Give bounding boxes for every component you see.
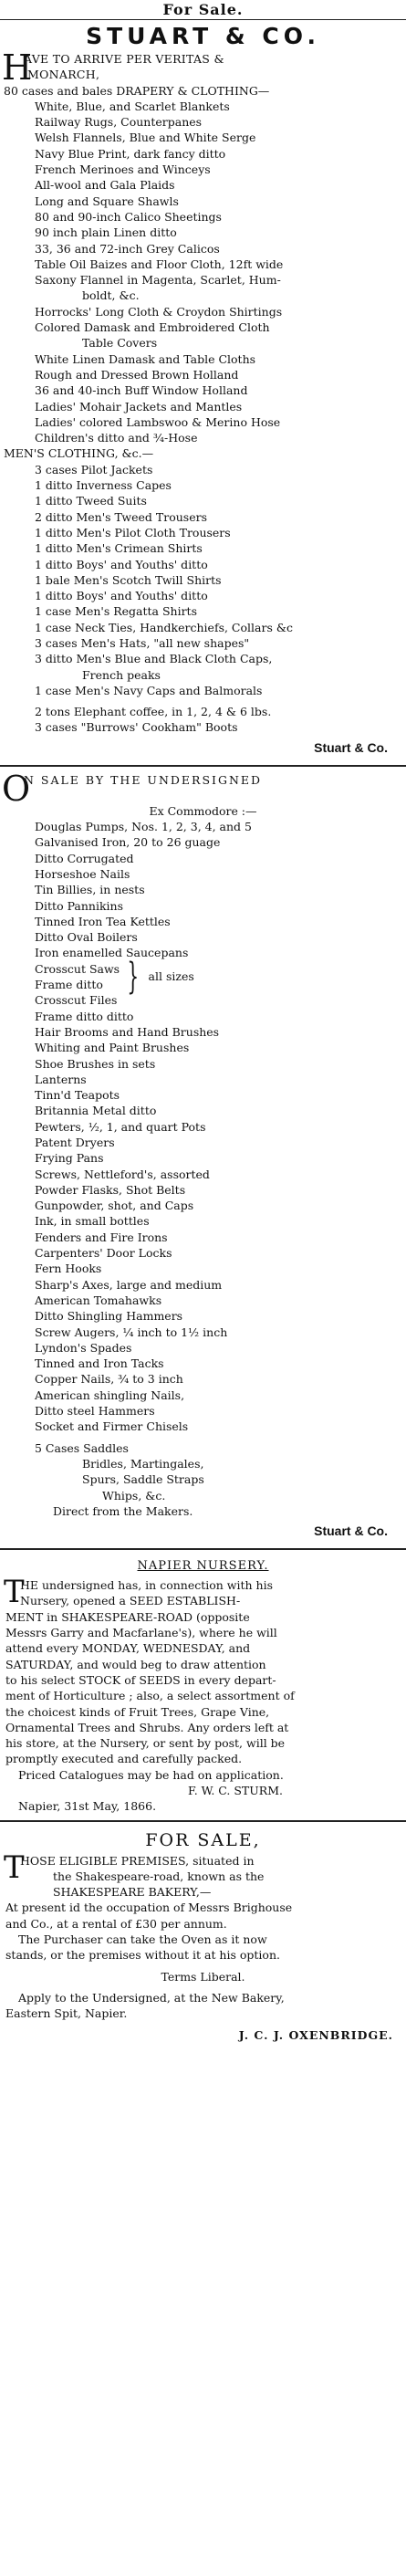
- body-line: The Purchaser can take the Oven as it now: [18, 1932, 267, 1947]
- hardware-list: [0, 819, 406, 1435]
- divider: [0, 765, 406, 767]
- list-item: Tinn'd Teapots: [35, 1088, 120, 1103]
- divider: [0, 1548, 406, 1550]
- dropcap-letter: O: [2, 768, 31, 809]
- list-item: Screw Augers, ¼ inch to 1½ inch: [35, 1325, 228, 1339]
- list-item: 1 case Men's Navy Caps and Balmorals: [35, 683, 263, 697]
- list-item: Tinned and Iron Tacks: [35, 1356, 164, 1371]
- list-item: Children's ditto and ¾-Hose: [35, 431, 198, 445]
- list-item: Colored Damask and Embroidered Cloth: [35, 320, 270, 335]
- list-item: Britannia Metal ditto: [35, 1104, 157, 1118]
- intro-line: MONARCH,: [27, 68, 100, 82]
- list-item: Ditto Oval Boilers: [35, 930, 138, 945]
- list-item: Sharp's Axes, large and medium: [35, 1277, 223, 1292]
- list-item: 3 cases "Burrows' Cookham" Boots: [35, 720, 238, 735]
- sale-heading-block: [0, 768, 406, 809]
- list-item: Fern Hooks: [35, 1262, 102, 1276]
- brace-icon: }: [127, 956, 140, 999]
- list-item: Saxony Flannel in Magenta, Scarlet, Hum-: [35, 273, 281, 288]
- list-item: Horseshoe Nails: [35, 866, 130, 881]
- list-item: 1 ditto Tweed Suits: [35, 494, 147, 508]
- stuart-title: STUART & CO.: [86, 23, 320, 49]
- body-line: MENT in SHAKESPEARE-ROAD (opposite: [5, 1609, 250, 1624]
- saws-note: all sizes: [148, 969, 194, 984]
- body-line: Eastern Spit, Napier.: [5, 2006, 128, 2021]
- saddles-lead: 5 Cases Saddles: [35, 1440, 129, 1455]
- dropcap-letter: H: [2, 47, 33, 88]
- list-item: Frame ditto: [35, 978, 103, 992]
- list-item: Copper Nails, ¾ to 3 inch: [35, 1372, 183, 1387]
- list-item: American Tomahawks: [35, 1293, 162, 1307]
- list-item: Spurs, Saddle Straps: [82, 1472, 204, 1487]
- list-item: Ink, in small bottles: [35, 1214, 150, 1229]
- nursery-title: NAPIER NURSERY.: [137, 1559, 269, 1574]
- body-line: At present id the occupation of Messrs Brighouse: [5, 1901, 293, 1915]
- list-item: Ditto Pannikins: [35, 898, 124, 913]
- drapery-list: [0, 99, 406, 446]
- signer: F. W. C. STURM.: [188, 1783, 283, 1797]
- list-item: Bridles, Martingales,: [82, 1456, 204, 1471]
- list-item: American shingling Nails,: [35, 1387, 185, 1402]
- for-sale-title: FOR SALE,: [145, 1829, 261, 1850]
- list-item: Navy Blue Print, dark fancy ditto: [35, 146, 226, 161]
- divider: [0, 19, 406, 20]
- date-line: Napier, 31st May, 1866.: [18, 1799, 157, 1814]
- body-line: the Shakespeare-road, known as the: [53, 1869, 265, 1883]
- body-line: and Co., at a rental of £30 per annum.: [5, 1916, 227, 1931]
- ex-line: Ex Commodore :—: [149, 803, 257, 818]
- intro-block: [0, 47, 406, 88]
- divider: [0, 1820, 406, 1822]
- list-item: 3 cases Pilot Jackets: [35, 462, 153, 476]
- nursery-body-rest: [0, 1609, 406, 1815]
- bakery-body: [0, 1900, 406, 2021]
- list-item: 1 ditto Boys' and Youths' ditto: [35, 589, 208, 603]
- list-item: 1 ditto Men's Pilot Cloth Trousers: [35, 525, 231, 539]
- list-item: Frying Pans: [35, 1151, 104, 1166]
- list-item: Patent Dryers: [35, 1136, 115, 1149]
- list-item: 1 ditto Men's Crimean Shirts: [35, 541, 203, 556]
- list-item: French Merinoes and Winceys: [35, 162, 211, 177]
- saws-group: [0, 956, 406, 999]
- body-line: Nursery, opened a SEED ESTABLISH-: [20, 1594, 241, 1608]
- body-line: his store, at the Nursery, or sent by post, will be: [5, 1736, 286, 1751]
- dropcap-letter: T: [4, 1848, 25, 1886]
- mens-heading: MEN'S CLOTHING, &c.—: [4, 446, 154, 461]
- list-item: Tinned Iron Tea Kettles: [35, 914, 171, 928]
- direct-line: Direct from the Makers.: [53, 1503, 193, 1518]
- list-item: 1 ditto Inverness Capes: [35, 478, 172, 493]
- list-item: Galvanised Iron, 20 to 26 guage: [35, 835, 221, 850]
- list-item: Tin Billies, in nests: [35, 883, 145, 897]
- for-sale-heading: For Sale.: [162, 1, 244, 18]
- list-item: Frame ditto ditto: [35, 1009, 134, 1023]
- list-item: Iron enamelled Saucepans: [35, 946, 189, 960]
- list-item: Socket and Firmer Chisels: [35, 1419, 189, 1434]
- list-item: Railway Rugs, Counterpanes: [35, 115, 203, 130]
- ad-stuart-drapery: [0, 0, 406, 759]
- terms-line: Terms Liberal.: [161, 1969, 245, 1984]
- list-item: Crosscut Saws: [35, 961, 120, 976]
- list-item: Fenders and Fire Irons: [35, 1230, 168, 1244]
- body-line: attend every MONDAY, WEDNESDAY, and: [5, 1641, 251, 1656]
- list-item: Shoe Brushes in sets: [35, 1056, 156, 1071]
- list-item: Ladies' colored Lambswoo & Merino Hose: [35, 414, 281, 429]
- body-line: to his select STOCK of SEEDS in every depart-: [5, 1672, 276, 1687]
- list-item: 3 cases Men's Hats, "all new shapes": [35, 635, 250, 650]
- body-line: HE undersigned has, in connection with his: [20, 1578, 274, 1593]
- list-item: Gunpowder, shot, and Caps: [35, 1199, 194, 1213]
- list-item: Screws, Nettleford's, assorted: [35, 1167, 210, 1181]
- lead-line: 80 cases and bales DRAPERY & CLOTHING—: [4, 83, 270, 98]
- list-item: Horrocks' Long Cloth & Croydon Shirtings: [35, 304, 283, 319]
- list-item: Lyndon's Spades: [35, 1340, 132, 1355]
- body-line: the choicest kinds of Fruit Trees, Grape Vine,: [5, 1704, 270, 1719]
- list-item: 2 tons Elephant coffee, in 1, 2, 4 & 6 lbs.: [35, 705, 272, 719]
- nursery-body: [0, 1574, 406, 1611]
- list-item: 33, 36 and 72-inch Grey Calicos: [35, 241, 220, 256]
- body-line: promptly executed and carefully packed.: [5, 1752, 243, 1766]
- sale-heading: N SALE BY THE UNDERSIGNED: [24, 772, 263, 787]
- signature: Stuart & Co.: [314, 739, 388, 755]
- catalogues-line: Priced Catalogues may be had on application.: [18, 1767, 284, 1782]
- ad-bakery-for-sale: [0, 1827, 406, 2043]
- body-line: HOSE ELIGIBLE PREMISES, situated in: [20, 1853, 255, 1868]
- list-item: Douglas Pumps, Nos. 1, 2, 3, 4, and 5: [35, 820, 252, 834]
- body-line: SATURDAY, and would beg to draw attention: [5, 1657, 266, 1671]
- list-item: Whips, &c.: [102, 1488, 166, 1503]
- list-item-cont: boldt, &c.: [82, 288, 140, 303]
- list-item: Whiting and Paint Brushes: [35, 1041, 190, 1055]
- dropcap-letter: T: [4, 1574, 25, 1611]
- list-item: 1 case Men's Regatta Shirts: [35, 604, 197, 619]
- list-item: Carpenters' Door Locks: [35, 1246, 172, 1261]
- list-item: All-wool and Gala Plaids: [35, 178, 175, 193]
- list-item: Lanterns: [35, 1072, 87, 1086]
- list-item: 2 ditto Men's Tweed Trousers: [35, 509, 207, 524]
- list-item: Long and Square Shawls: [35, 194, 179, 208]
- list-item: Powder Flasks, Shot Belts: [35, 1182, 186, 1197]
- body-line: SHAKESPEARE BAKERY,—: [53, 1885, 212, 1900]
- list-item: Hair Brooms and Hand Brushes: [35, 1024, 220, 1039]
- list-item: 1 bale Men's Scotch Twill Shirts: [35, 572, 222, 587]
- body-line: Apply to the Undersigned, at the New Bakery,: [18, 1990, 285, 2005]
- list-item-cont: French peaks: [82, 667, 161, 682]
- list-item: Rough and Dressed Brown Holland: [35, 367, 239, 382]
- signer: J. C. J. OXENBRIDGE.: [238, 2027, 393, 2042]
- list-item: White Linen Damask and Table Cloths: [35, 351, 256, 366]
- list-item: 3 ditto Men's Blue and Black Cloth Caps,: [35, 652, 273, 666]
- list-item: Crosscut Files: [35, 993, 118, 1008]
- list-item: Ditto Corrugated: [35, 851, 134, 865]
- mens-list: [0, 462, 406, 698]
- list-item-cont: Table Covers: [82, 336, 158, 351]
- list-item: Table Oil Baizes and Floor Cloth, 12ft wide: [35, 257, 284, 271]
- list-item: 1 ditto Boys' and Youths' ditto: [35, 557, 208, 571]
- ad-napier-nursery: [0, 1555, 406, 1814]
- list-item: Ditto Shingling Hammers: [35, 1309, 183, 1324]
- list-item: Welsh Flannels, Blue and White Serge: [35, 131, 256, 145]
- list-item: 80 and 90-inch Calico Sheetings: [35, 209, 222, 224]
- body-line: stands, or the premises without it at his option.: [5, 1948, 280, 1963]
- list-item: 90 inch plain Linen ditto: [35, 225, 177, 240]
- list-item: Ditto steel Hammers: [35, 1404, 155, 1419]
- list-item: 1 case Neck Ties, Handkerchiefs, Collars &c: [35, 620, 293, 634]
- list-item: White, Blue, and Scarlet Blankets: [35, 99, 230, 113]
- intro-line: AVE TO ARRIVE PER VERITAS &: [24, 52, 224, 66]
- list-item: Pewters, ½, 1, and quart Pots: [35, 1119, 206, 1134]
- signature: Stuart & Co.: [314, 1524, 388, 1539]
- body-line: ment of Horticulture ; also, a select assortment of: [5, 1689, 295, 1703]
- list-item: 36 and 40-inch Buff Window Holland: [35, 383, 248, 398]
- body-line: Ornamental Trees and Shrubs. Any orders left at: [5, 1720, 289, 1734]
- ad-stuart-hardware: [0, 768, 406, 1543]
- body-line: Messrs Garry and Macfarlane's), where he will: [5, 1626, 277, 1640]
- bakery-intro: [0, 1848, 406, 1901]
- list-item: Ladies' Mohair Jackets and Mantles: [35, 399, 243, 414]
